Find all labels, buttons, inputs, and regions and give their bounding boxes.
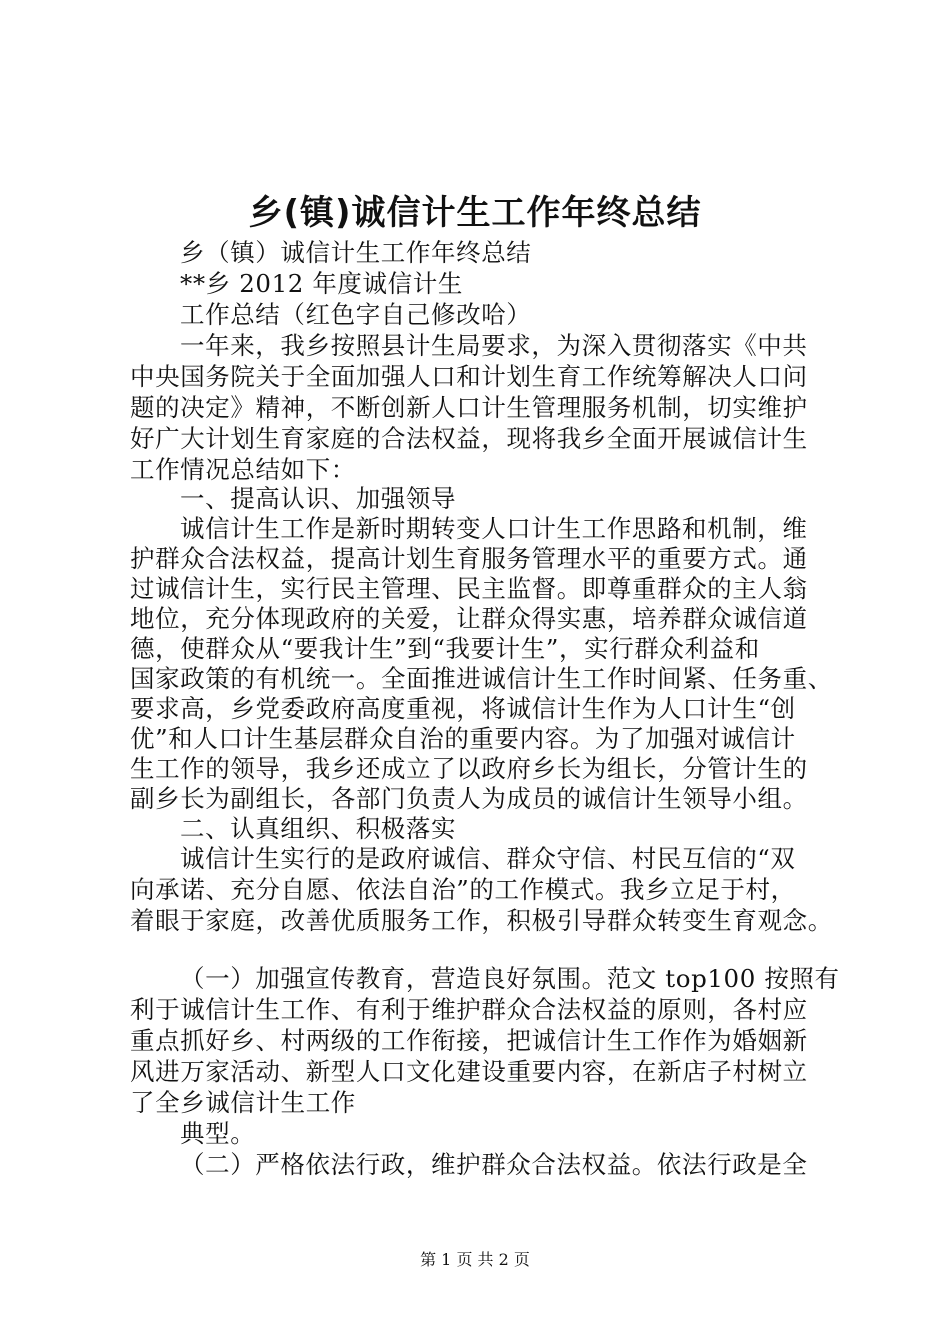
- section-heading: 一、提高认识、加强领导: [180, 484, 457, 513]
- body-line: 向承诺、充分自愿、依法自治”的工作模式。我乡立足于村，: [130, 875, 796, 904]
- body-line: 工作情况总结如下：: [130, 455, 356, 484]
- body-line: 生工作的领导，我乡还成立了以政府乡长为组长，分管计生的: [130, 754, 808, 783]
- body-line: 好广大计划生育家庭的合法权益，现将我乡全面开展诚信计生: [130, 424, 808, 453]
- body-line: 要求高，乡党委政府高度重视，将诚信计生作为人口计生“创: [130, 694, 796, 723]
- body-line: （二）严格依法行政，维护群众合法权益。依法行政是全: [180, 1150, 808, 1179]
- body-line: 着眼于家庭，改善优质服务工作，积极引导群众转变生育观念。: [130, 906, 833, 935]
- body-line: 工作总结（红色字自己修改哈）: [180, 300, 532, 329]
- body-line: 一年来，我乡按照县计生局要求，为深入贯彻落实《中共: [180, 331, 808, 360]
- body-line: 重点抓好乡、村两级的工作衔接，把诚信计生工作作为婚姻新: [130, 1026, 808, 1055]
- body-line: 典型。: [180, 1119, 256, 1148]
- body-line: 过诚信计生，实行民主管理、民主监督。即尊重群众的主人翁: [130, 574, 808, 603]
- body-line: 题的决定》精神，不断创新人口计生管理服务机制，切实维护: [130, 393, 808, 422]
- body-line: 诚信计生实行的是政府诚信、群众守信、村民互信的“双: [180, 844, 796, 873]
- page-footer: 第 1 页 共 2 页: [420, 1250, 530, 1269]
- body-line: 乡（镇）诚信计生工作年终总结: [180, 238, 532, 267]
- body-line: 副乡长为副组长，各部门负责人为成员的诚信计生领导小组。: [130, 784, 808, 813]
- section-heading: 二、认真组织、积极落实: [180, 814, 457, 843]
- body-line: 利于诚信计生工作、有利于维护群众合法权益的原则，各村应: [130, 995, 808, 1024]
- body-line: 国家政策的有机统一。全面推进诚信计生工作时间紧、任务重、: [130, 664, 833, 693]
- body-line: （一）加强宣传教育，营造良好氛围。范文 top100 按照有: [180, 964, 840, 993]
- body-line: 风进万家活动、新型人口文化建设重要内容，在新店子村树立: [130, 1057, 808, 1086]
- document-title: 乡(镇)诚信计生工作年终总结: [248, 193, 702, 233]
- body-line: 诚信计生工作是新时期转变人口计生工作思路和机制，维: [180, 514, 808, 543]
- body-line: 中央国务院关于全面加强人口和计划生育工作统筹解决人口问: [130, 362, 808, 391]
- body-line: 护群众合法权益，提高计划生育服务管理水平的重要方式。通: [130, 544, 808, 573]
- body-line: 优”和人口计生基层群众自治的重要内容。为了加强对诚信计: [130, 724, 796, 753]
- body-line: **乡 2012 年度诚信计生: [180, 269, 463, 298]
- body-line: 德，使群众从“要我计生”到“我要计生”，实行群众利益和: [130, 634, 760, 663]
- body-line: 地位，充分体现政府的关爱，让群众得实惠，培养群众诚信道: [130, 604, 808, 633]
- body-line: 了全乡诚信计生工作: [130, 1088, 356, 1117]
